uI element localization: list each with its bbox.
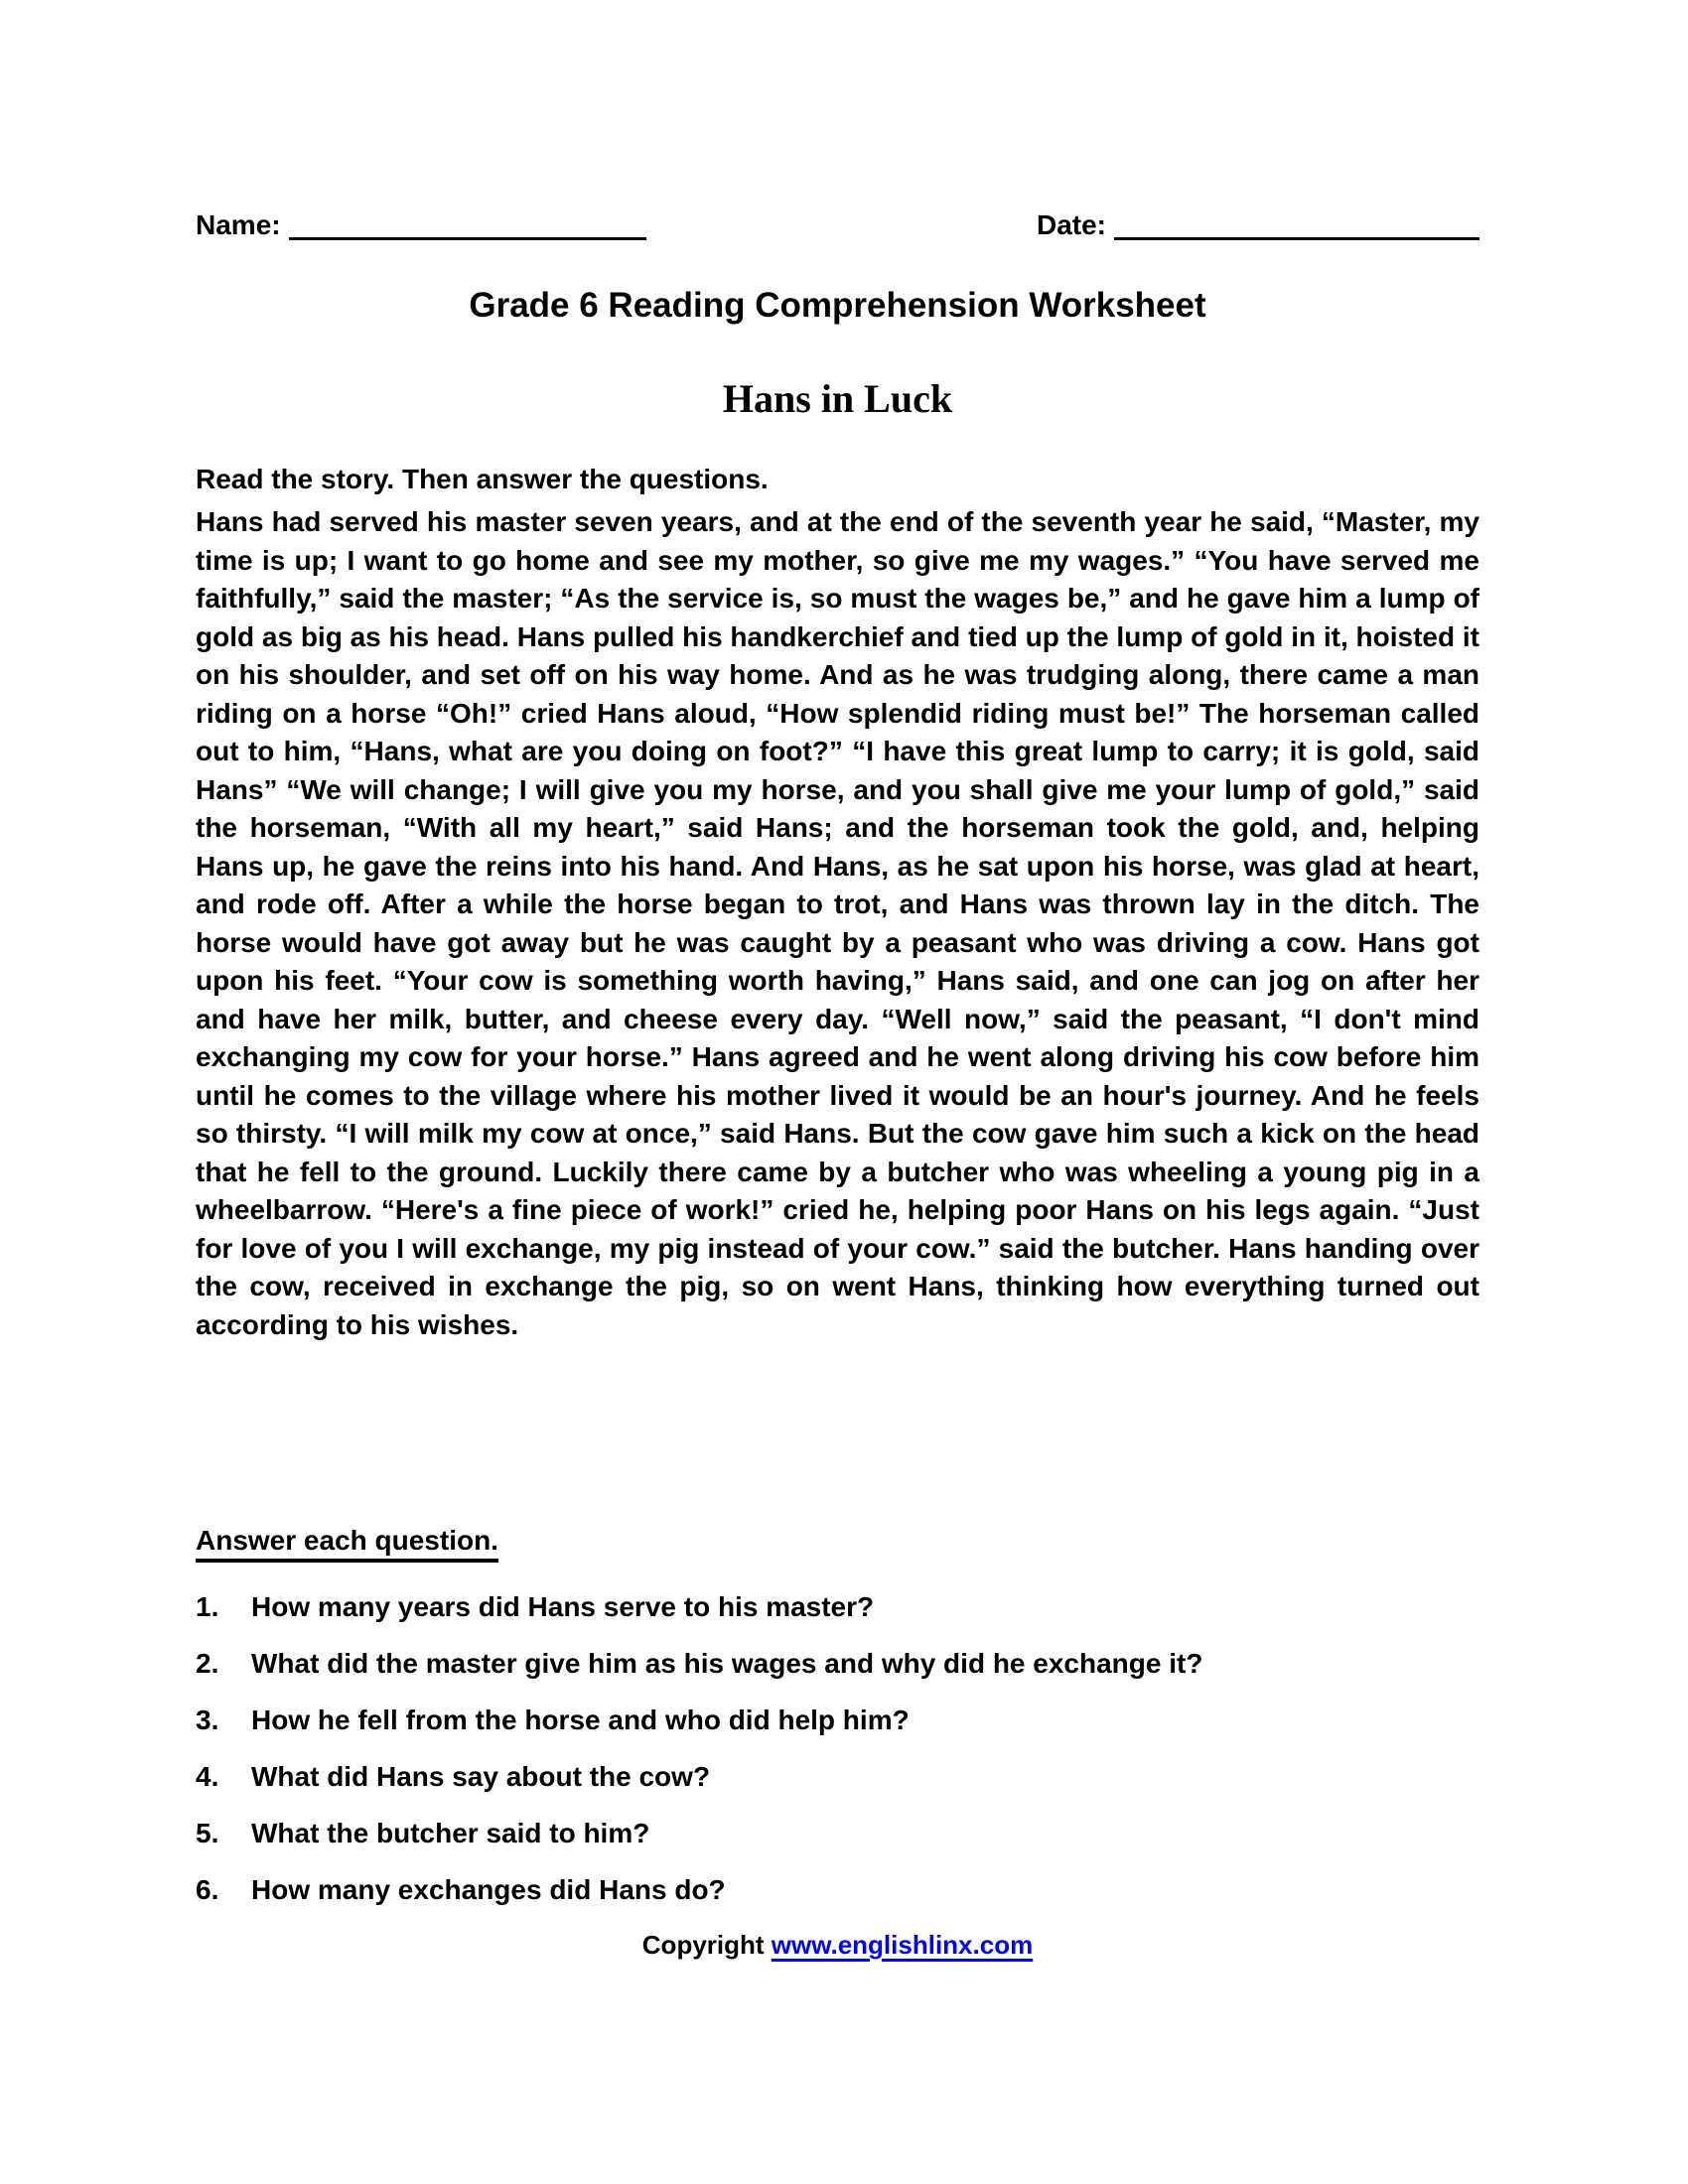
question-number: 2. <box>196 1648 219 1679</box>
question-item <box>196 1588 1479 1626</box>
name-blank-line <box>289 211 646 240</box>
questions-heading-text: Answer each question. <box>196 1526 498 1563</box>
copyright-link[interactable]: www.englishlinx.com <box>771 1930 1034 1960</box>
header-row <box>196 210 1479 240</box>
question-item <box>196 1815 1479 1852</box>
question-item <box>196 1758 1479 1796</box>
date-label: Date: <box>1036 209 1106 240</box>
footer <box>196 1928 1479 1962</box>
question-text: What did Hans say about the cow? <box>251 1761 711 1792</box>
copyright-text: Copyright <box>641 1930 765 1960</box>
date-blank-line <box>1114 211 1479 240</box>
question-number: 3. <box>196 1705 219 1735</box>
name-label: Name: <box>196 209 281 240</box>
worksheet-title: Grade 6 Reading Comprehension Worksheet <box>469 286 1206 325</box>
name-field <box>196 210 646 240</box>
story-paragraph: Hans had served his master seven years, and at the end of the seventh year he said, “Master, my time is up; I want to go home and see my mother, so give me my wages.” “You have served me faithfully,” said the master; “As the service is, so must the wages be,” and he gave him a lump of gold as big as his head. Hans pulled his handkerchief and tied up the lump of gold in it, hoisted it on his shoulder, and set off on his way home. And as he was trudging along, there came a man riding on a horse “Oh!” cried Hans aloud, “How splendid riding must be!” The horseman called out to him, “Hans, what are you doing on foot?” “I have this great lump to carry; it is gold, said Hans” “We will change; I will give you my horse, and you shall give me your lump of gold,” said the horseman, “With all my heart,” said Hans; and the horseman took the gold, and, helping Hans up, he gave the reins into his hand. And Hans, as he sat upon his horse, was glad at heart, and rode off. After a while the horse began to trot, and Hans was thrown lay in the ditch. The horse would have got away but he was caught by a peasant who was driving a cow. Hans got upon his feet. “Your cow is something worth having,” Hans said, and one can jog on after her and have her milk, butter, and cheese every day. “Well now,” said the peasant, “I don't mind exchanging my cow for your horse.” Hans agreed and he went along driving his cow before him until he comes to the village where his mother lived it would be an hour's journey. And he feels so thirsty. “I will milk my cow at once,” said Hans. But the cow gave him such a kick on the head that he fell to the ground. Luckily there came by a butcher who was wheeling a young pig in a wheelbarrow. “Here's a fine piece of work!” cried he, helping poor Hans on his legs again. “Just for love of you I will exchange, my pig instead of your cow.” said the butcher. Hans handing over the cow, received in exchange the pig, so on went Hans, thinking how everything turned out according to his wishes. <box>196 506 1479 1340</box>
question-item <box>196 1871 1479 1909</box>
question-item <box>196 1645 1479 1683</box>
question-text: How many years did Hans serve to his master? <box>251 1591 875 1622</box>
questions-heading <box>196 1526 1479 1563</box>
question-text: How he fell from the horse and who did help him? <box>251 1705 910 1735</box>
instruction-text: Read the story. Then answer the questions. <box>196 464 769 494</box>
question-text: What the butcher said to him? <box>251 1818 650 1848</box>
question-number: 6. <box>196 1874 219 1905</box>
date-field <box>1037 210 1479 240</box>
story-title: Hans in Luck <box>722 376 953 421</box>
question-text: What did the master give him as his wages and why did he exchange it? <box>251 1648 1203 1679</box>
question-number: 4. <box>196 1761 219 1792</box>
question-text: How many exchanges did Hans do? <box>251 1874 726 1905</box>
questions-list <box>196 1588 1479 1909</box>
question-number: 1. <box>196 1591 219 1622</box>
question-number: 5. <box>196 1818 219 1848</box>
question-item <box>196 1702 1479 1739</box>
